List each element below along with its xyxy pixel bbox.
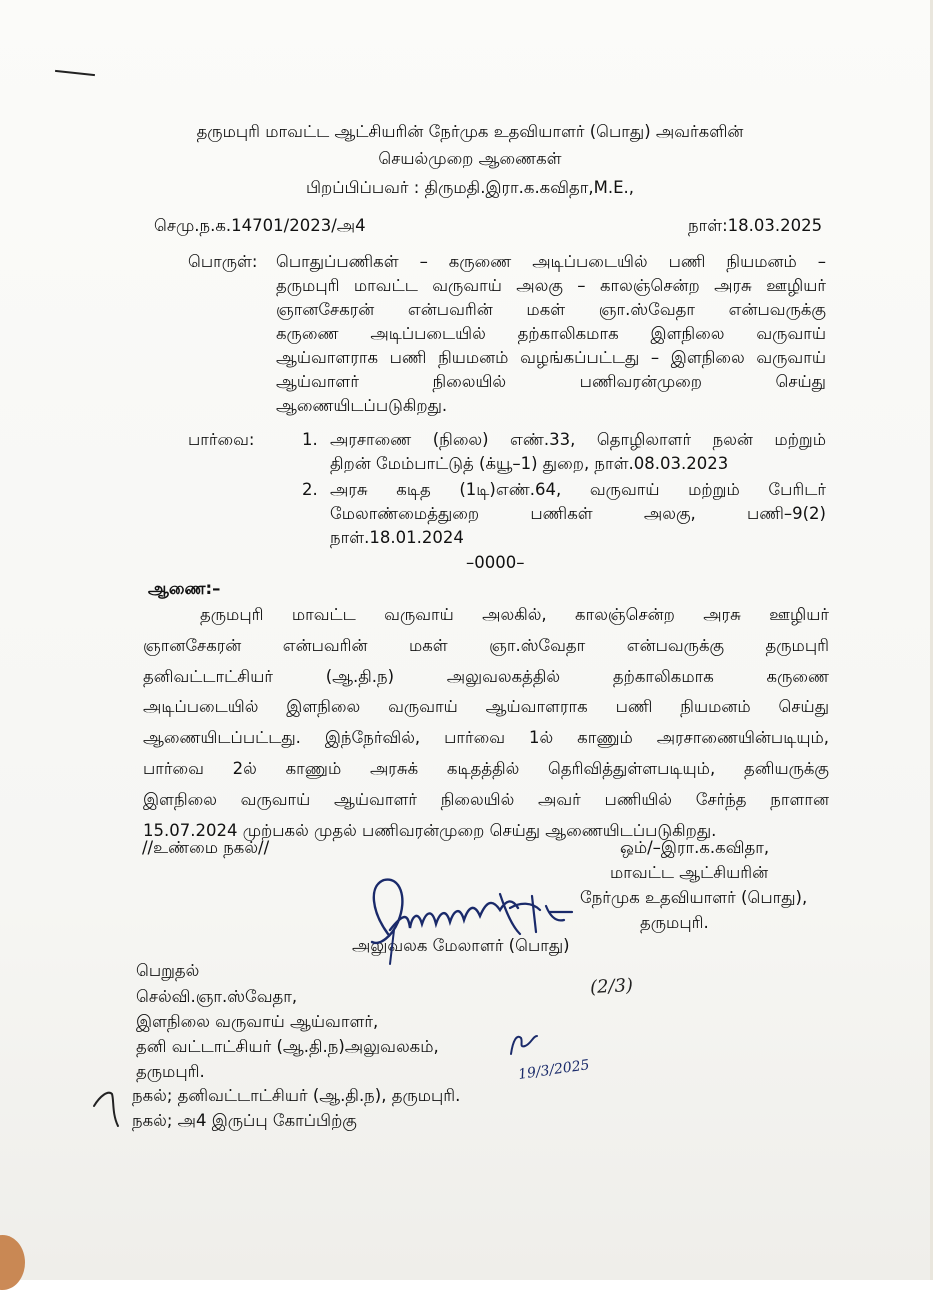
designation-line2: நேர்முக உதவியாளர் (பொது), bbox=[580, 888, 808, 907]
true-copy-label: //உண்மை நகல்// bbox=[142, 838, 270, 857]
place-line: தருமபுரி. bbox=[640, 913, 709, 932]
signed-name: ஒம்/–இரா.க.கவிதா, bbox=[620, 838, 770, 857]
issuer-line: பிறப்பிப்பவர் : திருமதி.இரா.க.கவிதா,M.E., bbox=[305, 178, 635, 197]
recipient-address bbox=[136, 984, 439, 1084]
order-body bbox=[143, 600, 829, 846]
recipient-label: பெறுதல் bbox=[136, 961, 200, 980]
handwritten-initial bbox=[505, 1030, 545, 1060]
handwritten-date-note: 19/3/2025 bbox=[517, 1057, 591, 1083]
reference-item-2 bbox=[330, 478, 826, 550]
header-title-line1: தருமபுரி மாவட்ட ஆட்சியரின் நேர்முக உதவியாளர் (பொது) அவர்களின் bbox=[196, 122, 744, 141]
reference-item-2-number: 2. bbox=[302, 480, 318, 499]
reference-line: மேலாண்மைத்துறை பணிகள் அலகு, பணி–9(2) bbox=[330, 504, 826, 523]
designation-line1: மாவட்ட ஆட்சியரின் bbox=[610, 863, 769, 882]
subject-line: ஆய்வாளர் நிலையில் பணிவரன்முறை செய்து bbox=[276, 372, 826, 391]
order-line: இளநிலை வருவாய் ஆய்வாளர் நிலையில் அவர் பணியில் சேர்ந்த நாளான bbox=[143, 789, 829, 809]
subject-text bbox=[276, 250, 826, 418]
subject-line: ஞானசேகரன் என்பவரின் மகள் ஞா.ஸ்வேதா என்பவருக்கு bbox=[276, 300, 826, 319]
separator: –0000– bbox=[466, 553, 525, 572]
handwritten-signature bbox=[350, 872, 590, 967]
copy-line-2: நகல்; அ4 இருப்பு கோப்பிற்கு bbox=[132, 1111, 357, 1130]
order-label: ஆணை:– bbox=[148, 579, 221, 598]
references-label: பார்வை: bbox=[188, 430, 255, 449]
order-line: தனிவட்டாட்சியர் (ஆ.தி.ந) அலுவலகத்தில் தற்காலிகமாக கருணை bbox=[143, 666, 829, 686]
pen-mark bbox=[55, 70, 95, 76]
subject-line: ஆணையிடப்படுகிறது. bbox=[276, 396, 448, 415]
order-line: ஞானசேகரன் என்பவரின் மகள் ஞா.ஸ்வேதா என்பவருக்கு தருமபுரி bbox=[143, 635, 829, 655]
header-title-line2: செயல்முறை ஆணைகள் bbox=[378, 149, 562, 168]
recipient-line: இளநிலை வருவாய் ஆய்வாளர், bbox=[136, 1012, 379, 1031]
recipient-line: தனி வட்டாட்சியர் (ஆ.தி.ந)அலுவலகம், bbox=[136, 1037, 439, 1056]
handwritten-checkmark bbox=[90, 1082, 135, 1132]
order-line: பார்வை 2ல் காணும் அரசுக் கடிதத்தில் தெரிவித்துள்ளபடியும், தனியருக்கு bbox=[143, 758, 829, 778]
handwritten-page-note: (2/3) bbox=[589, 974, 634, 999]
subject-line: தருமபுரி மாவட்ட வருவாய் அலகு – காலஞ்சென்ற அரசு ஊழியர் bbox=[276, 276, 826, 295]
subject-label: பொருள்: bbox=[188, 252, 258, 271]
order-line: 15.07.2024 முற்பகல் முதல் பணிவரன்முறை செய்து ஆணையிடப்படுகிறது. bbox=[143, 820, 717, 840]
reference-item-1 bbox=[330, 428, 826, 476]
reference-item-1-number: 1. bbox=[302, 430, 318, 449]
order-line: அடிப்படையில் இளநிலை வருவாய் ஆய்வாளராக பணி நியமனம் செய்து bbox=[143, 697, 829, 717]
reference-number: செமு.ந.க.14701/2023/அ4 bbox=[154, 216, 366, 235]
subject-line: கருணை அடிப்படையில் தற்காலிகமாக இளநிலை வருவாய் bbox=[276, 324, 826, 343]
copy-line-1: நகல்; தனிவட்டாட்சியர் (ஆ.தி.ந), தருமபுரி. bbox=[132, 1086, 461, 1105]
finger-shadow bbox=[0, 1235, 25, 1290]
reference-line: அரசாணை (நிலை) எண்.33, தொழிலாளர் நலன் மற்றும் bbox=[330, 430, 826, 449]
recipient-line: செல்வி.ஞா.ஸ்வேதா, bbox=[136, 987, 298, 1006]
recipient-line: தருமபுரி. bbox=[136, 1062, 205, 1081]
order-line: ஆணையிடப்பட்டது. இந்நேர்வில், பார்வை 1ல் காணும் அரசாணையின்படியும், bbox=[143, 728, 829, 748]
reference-line: திறன் மேம்பாட்டுத் (க்யூ–1) துறை, நாள்.08.03.2023 bbox=[330, 454, 729, 473]
reference-line: நாள்.18.01.2024 bbox=[330, 528, 464, 547]
attestation-label: அலுவலக மேலாளர் (பொது) bbox=[352, 936, 570, 955]
order-line: தருமபுரி மாவட்ட வருவாய் அலகில், காலஞ்சென்ற அரசு ஊழியர் bbox=[200, 605, 829, 624]
subject-line: பொதுப்பணிகள் – கருணை அடிப்படையில் பணி நியமனம் – bbox=[276, 252, 826, 271]
subject-line: ஆய்வாளராக பணி நியமனம் வழங்கப்பட்டது – இளநிலை வருவாய் bbox=[276, 348, 826, 367]
reference-line: அரசு கடித (1டி)எண்.64, வருவாய் மற்றும் பேரிடர் bbox=[330, 480, 826, 499]
order-date: நாள்:18.03.2025 bbox=[688, 216, 823, 235]
